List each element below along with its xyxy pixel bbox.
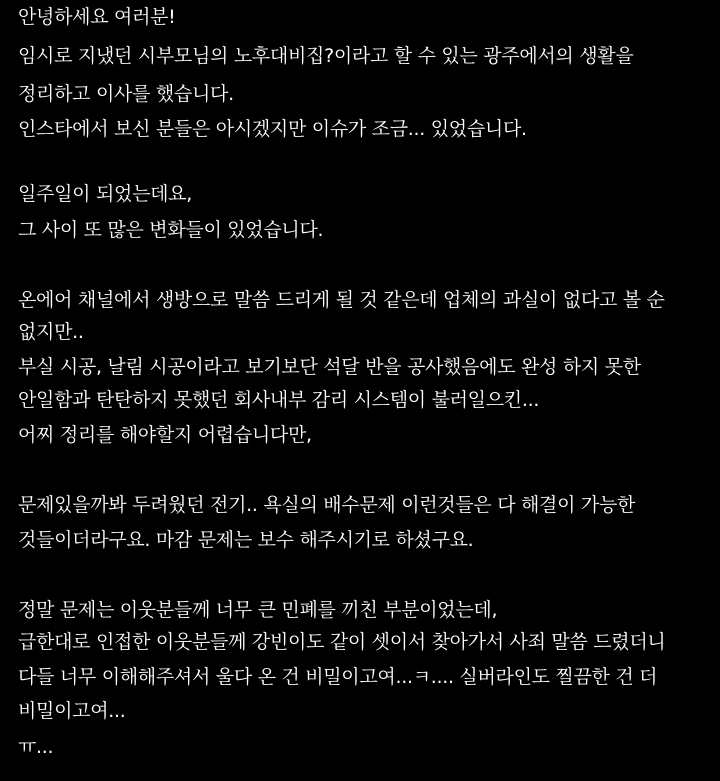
post-text-line: 다들 너무 이해해주셔서 울다 온 건 비밀이고여...ㅋ.... 실버라인도 찔끔한 건 더 [18,666,658,688]
post-text-line: 인스타에서 보신 분들은 아시겠지만 이슈가 조금... 있었습니다. [18,118,527,140]
post-text-line: 정말 문제는 이웃분들께 너무 큰 민폐를 끼친 부분이었는데, [18,599,498,621]
post-text-line: 안일함과 탄탄하지 못했던 회사내부 감리 시스템이 불러일으킨... [18,389,540,411]
post-text-line: 부실 시공, 날림 시공이라고 보기보단 석달 반을 공사했음에도 완성 하지 못한 [18,356,641,378]
post-text-line: ㅠ... [18,736,54,758]
post-text-line: 급한대로 인접한 이웃분들께 강빈이도 같이 셋이서 찾아가서 사죄 말씀 드렸더니 [18,631,666,653]
post-text-line: 것들이더라구요. 마감 문제는 보수 해주시기로 하셨구요. [18,529,474,551]
post-text-line: 임시로 지냈던 시부모님의 노후대비집?이라고 할 수 있는 광주에서의 생활을 [18,45,634,67]
post-text-line: 어찌 정리를 해야할지 어렵습니다만, [18,424,312,446]
post-text-line: 비밀이고여... [18,700,126,722]
post-text-line: 온에어 채널에서 생방으로 말씀 드리게 될 것 같은데 업체의 과실이 없다고 볼 순 [18,289,665,311]
post-text-line: 없지만.. [18,321,84,343]
post-text-line: 문제있을까봐 두려웠던 전기.. 욕실의 배수문제 이런것들은 다 해결이 가능한 [18,494,636,516]
post-text-line: 정리하고 이사를 했습니다. [18,83,234,105]
post-text-line: 안녕하세요 여러분! [18,6,176,28]
post-text-line: 일주일이 되었는데요, [18,183,192,205]
post-text-line: 그 사이 또 많은 변화들이 있었습니다. [18,219,324,241]
